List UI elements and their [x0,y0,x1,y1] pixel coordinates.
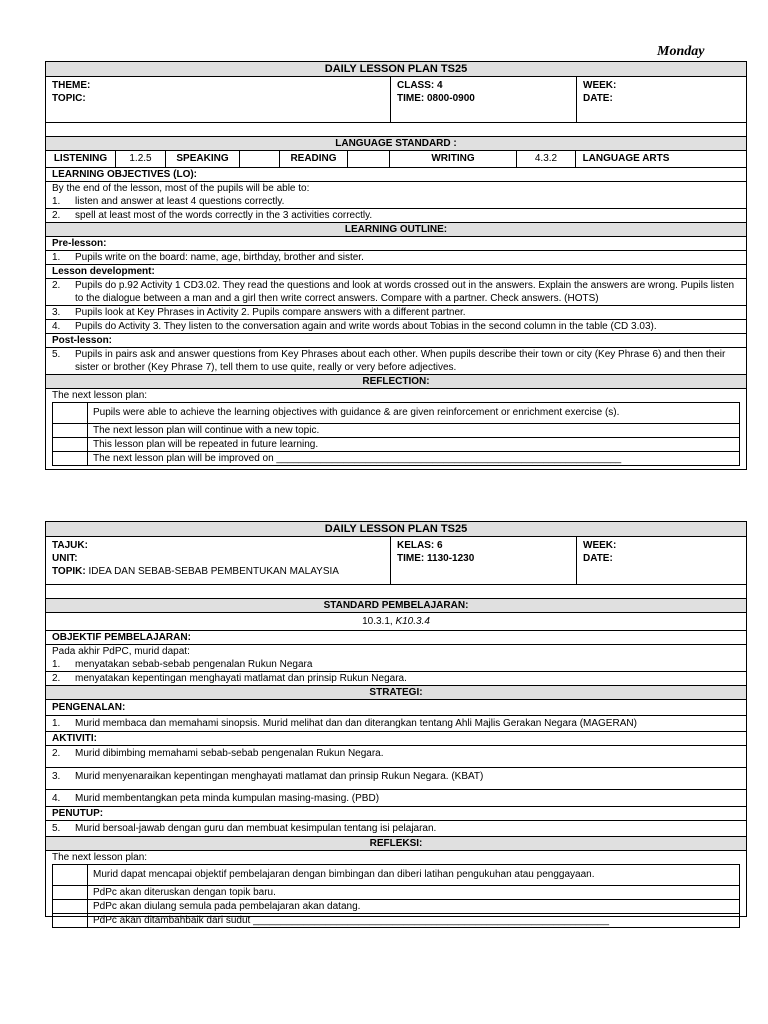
skill-listening: LISTENING [46,151,116,167]
skill-listening-code: 1.2.5 [116,151,166,167]
reflection-option: Murid dapat mencapai objektif pembelajaran dengan bimbingan dan diberi latihan pengukuhan atau penggayaan. [53,865,739,886]
aktiviti-item: 4. Murid membentangkan peta minda kumpulan masing-masing. (PBD) [46,790,746,807]
next-plan-label: The next lesson plan: [52,852,148,863]
outline-header: LEARNING OUTLINE: [46,223,746,237]
development-item: 2. Pupils do p.92 Activity 1 CD3.02. They read the questions and look at words crossed out in the answers. Explain the answers are wrong. Pupils listen to the dialogue between a man and a girl then write correct answers. Compare with a partner. Check answers. (HOTS) [46,279,746,306]
reflection-option: This lesson plan will be repeated in future learning. [53,438,739,452]
checkbox[interactable] [53,914,88,927]
checkbox[interactable] [53,438,88,451]
time-label: TIME: 1130-1230 [397,553,475,564]
reflection-option: Pupils were able to achieve the learning objectives with guidance & are given reinforcement or enrichment exercise (s). [53,403,739,424]
standard-value: 10.3.1, K10.3.4 [46,613,746,631]
skill-writing: WRITING [390,151,517,167]
spacer [46,123,746,137]
objective-item: 1. listen and answer at least 4 questions correctly. [52,196,285,207]
tajuk-label: TAJUK: [52,540,88,551]
plan-title: DAILY LESSON PLAN TS25 [46,62,746,77]
skill-reading: READING [280,151,348,167]
reflection-option: PdPc akan diteruskan dengan topik baru. [53,886,739,900]
pengenalan-item: 1. Murid membaca dan memahami sinopsis. Murid melihat dan dan diterangkan tentang Ahli Majlis Gerakan Negara (MAGERAN) [46,716,746,732]
reflection-option: PdPc akan diulang semula pada pembelajaran akan datang. [53,900,739,914]
penutup-label: PENUTUP: [46,807,746,821]
checkbox[interactable] [53,886,88,899]
pre-lesson-item: 1. Pupils write on the board: name, age, birthday, brother and sister. [46,251,746,265]
lo-label: LEARNING OBJECTIVES (LO): [52,169,198,180]
topic-label: TOPIC: [52,93,86,104]
topik-label: TOPIK: [52,566,86,577]
skill-reading-code [348,151,390,167]
checkbox[interactable] [53,403,88,423]
language-standard-header: LANGUAGE STANDARD : [46,137,746,151]
week-label: WEEK: [583,80,617,91]
development-label: Lesson development: [46,265,746,279]
skill-speaking: SPEAKING [166,151,240,167]
pengenalan-label: PENGENALAN: [46,700,746,716]
date-label: DATE: [583,93,613,104]
pre-lesson-label: Pre-lesson: [46,237,746,251]
topik-value: IDEA DAN SEBAB-SEBAB PEMBENTUKAN MALAYSIA [85,566,339,577]
skill-writing-code: 4.3.2 [517,151,576,167]
refleksi-header: REFLEKSI: [46,837,746,851]
objectives-block [46,181,746,209]
kelas-label: KELAS: 6 [397,540,443,551]
reflection-header: REFLECTION: [46,375,746,389]
theme-label: THEME: [52,80,91,91]
objective-item: 2. spell at least most of the words correctly in the 3 activities correctly. [46,209,746,223]
unit-label: UNIT: [52,553,78,564]
objektif-label: OBJEKTIF PEMBELAJARAN: [46,631,746,645]
reflection-options [52,864,740,928]
day-label: Monday [657,44,705,59]
checkbox[interactable] [53,865,88,885]
checkbox[interactable] [53,900,88,913]
objektif-intro: Pada akhir PdPC, murid dapat: [52,646,190,657]
class-label: CLASS: 4 [397,80,443,91]
development-item: 4. Pupils do Activity 3. They listen to the conversation again and write words about Tobias in the second column in the table (CD 3.03). [46,320,746,334]
plan-title: DAILY LESSON PLAN TS25 [46,522,746,537]
objective-item: 1. menyatakan sebab-sebab pengenalan Rukun Negara [52,659,313,670]
reflection-option: PdPc akan ditambahbaik dari sudut ________________________________________________________________ [53,914,739,927]
next-plan-label: The next lesson plan: [52,390,148,401]
week-label: WEEK: [583,540,617,551]
lesson-plan-sejarah [45,521,747,926]
strategi-header: STRATEGI: [46,686,746,700]
topik-line [52,565,384,578]
checkbox[interactable] [53,424,88,437]
spacer [46,585,746,599]
date-label: DATE: [583,553,613,564]
penutup-item: 5. Murid bersoal-jawab dengan guru dan membuat kesimpulan tentang isi pelajaran. [46,821,746,837]
reflection-options [52,402,740,466]
standard-header: STANDARD PEMBELAJARAN: [46,599,746,613]
aktiviti-item: 3. Murid menyenaraikan kepentingan menghayati matlamat dan prinsip Rukun Negara. (KBAT) [46,768,746,790]
reflection-option: The next lesson plan will be improved on ______________________________________________________________ [53,452,739,465]
header-info [46,537,746,585]
skills-row [46,151,746,168]
header-info [46,77,746,123]
reflection-option: The next lesson plan will continue with a new topic. [53,424,739,438]
skill-speaking-code [240,151,280,167]
post-lesson-item: 5. Pupils in pairs ask and answer questions from Key Phrases about each other. When pupils describe their town or city (Key Phrase 6) and then their sister or brother (Key Phrase 7), tell them to use quite, really or very before adjectives. [46,348,746,375]
lesson-plan-english [45,61,747,470]
skill-language-arts: LANGUAGE ARTS [582,153,670,164]
aktiviti-item: 2. Murid dibimbing memahami sebab-sebab pengenalan Rukun Negara. [46,746,746,768]
time-label: TIME: 0800-0900 [397,93,475,104]
objective-item: 2. menyatakan kepentingan menghayati matlamat dan prinsip Rukun Negara. [46,672,746,686]
post-lesson-label: Post-lesson: [46,334,746,348]
lo-intro: By the end of the lesson, most of the pupils will be able to: [52,183,310,194]
objectives-block [46,645,746,672]
development-item: 3. Pupils look at Key Phrases in Activity 2. Pupils compare answers with a different partner. [46,306,746,320]
checkbox[interactable] [53,452,88,465]
aktiviti-label: AKTIVITI: [46,732,746,746]
